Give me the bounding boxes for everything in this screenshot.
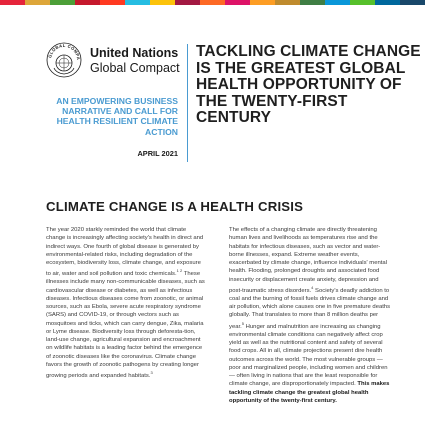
- ring-text: GLOBAL COMPA: [47, 42, 82, 61]
- right-text-1: The effects of a changing climate are directly threatening human lives and livelihoods as temperatures rise and the habitats for infectious diseases, such as vector and water-borne illnesses, expand. Extreme weather events, exacerbated by climate change, influence individuals' mental health. Flooding, prolonged droughts and associated food insecurity or displacement create anxiety, depression and post-traumatic stress disorders.: [229, 227, 387, 294]
- sdg-color-bar: [0, 0, 425, 5]
- footnote-ref: 4: [311, 284, 314, 290]
- color-segment: [350, 0, 375, 5]
- footnote-ref: 3: [150, 370, 153, 376]
- logo: [46, 42, 186, 82]
- color-segment: [375, 0, 400, 5]
- color-segment: [400, 0, 425, 5]
- right-paragraph: [229, 226, 391, 405]
- org-name-line2: Global Compact: [90, 61, 180, 75]
- right-column: [229, 226, 391, 405]
- right-text-3: Hunger and malnutrition are increasing as changing environmental climate conditions can negatively affect crop yield as well as the nutritional content and safety of several food crops. All in all, climate projections present dire health outcomes across the world. The most vulnerable groups — poor and marginalized people, including women and children — often living in nations that are the least responsible for climate change, are disproportionately impacted.: [229, 323, 388, 388]
- svg-text:UN GLOBAL COMPACT: [46, 42, 81, 60]
- color-segment: [75, 0, 100, 5]
- color-segment: [225, 0, 250, 5]
- color-segment: [25, 0, 50, 5]
- un-emblem-icon: [46, 42, 82, 78]
- color-segment: [200, 0, 225, 5]
- color-segment: [100, 0, 125, 5]
- right-text-2: Society's deadly addiction to coal and the burning of fossil fuels drives climate change and air pollution, which alone causes one in five premature deaths globally. That translates to more than 8 million deaths per year.: [229, 287, 391, 330]
- color-segment: [300, 0, 325, 5]
- main-title: TACKLING CLIMATE CHANGE IS THE GREATEST GLOBAL HEALTH OPPORTUNITY OF THE TWENTY-FIRST CENTURY: [196, 43, 421, 127]
- emphasis-text: This makes tackling climate change the greatest global health opportunity of the twenty-first century.: [229, 381, 390, 404]
- left-column: [46, 226, 206, 380]
- color-segment: [325, 0, 350, 5]
- vertical-divider: [187, 44, 188, 162]
- left-paragraph: [46, 226, 206, 380]
- color-segment: [175, 0, 200, 5]
- footnote-ref: 1 2: [176, 268, 183, 274]
- color-segment: [125, 0, 150, 5]
- color-segment: [275, 0, 300, 5]
- section-heading: CLIMATE CHANGE IS A HEALTH CRISIS: [46, 199, 304, 214]
- color-segment: [250, 0, 275, 5]
- color-segment: [150, 0, 175, 5]
- color-segment: [0, 0, 25, 5]
- publication-date: APRIL 2021: [137, 149, 178, 158]
- color-segment: [50, 0, 75, 5]
- footnote-ref: 5: [241, 320, 245, 326]
- org-name-line1: United Nations: [90, 46, 179, 60]
- subtitle: AN EMPOWERING BUSINESS NARRATIVE AND CALL FOR HEALTH RESILIENT CLIMATE ACTION: [56, 96, 178, 137]
- left-text-2: These illnesses include many non-communicable diseases, such as cardiovascular disease or diabetes, as well as infectious diseases. Infectious diseases come from zoonotic, or animal sources, such as Ebola, severe acute respiratory syndrome (SARS) and COVID-19, or through vectors such as mosquitoes and ticks, which can carry dengue, Zika, malaria or Lyme disease. Biodiversity loss through deforesta-tion, land-use change, agricultural expansion and encroachment on wildlife habitats is a leading factor behind the emergence of zoonotic diseases like the coronavirus. Climate change favors the growth of zoonotic pathogens by creating longer growing periods and expanded habitats.: [46, 271, 205, 380]
- left-text-1: The year 2020 starkly reminded the world that climate change is increasingly affecting society's health in direct and indirect ways. One fourth of global disease is generated by environmental-related risks, including degradation of the ecosystem, biodiversity loss, climate change, and exposure to air, water and soil pollution and toxic chemicals.: [46, 227, 204, 278]
